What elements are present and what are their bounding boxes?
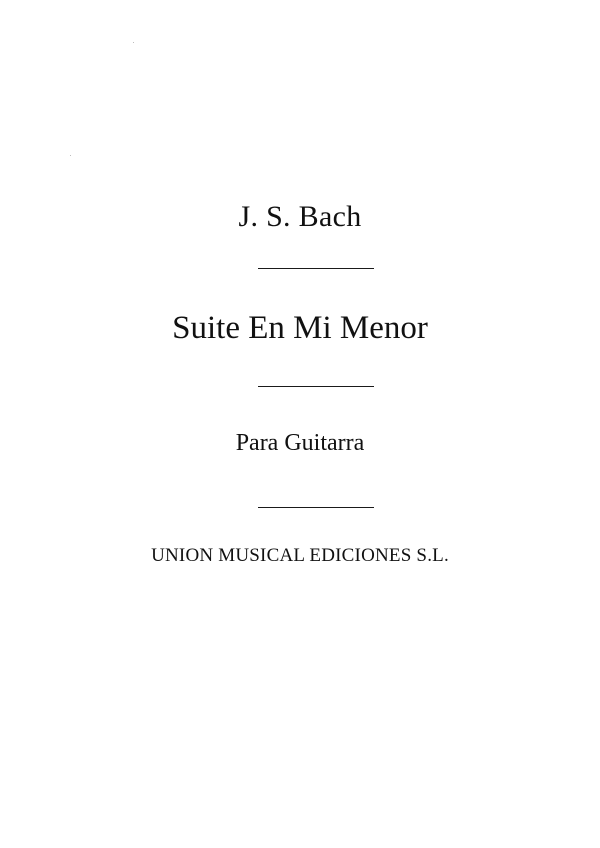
divider-rule <box>258 268 374 269</box>
divider-rule <box>258 507 374 508</box>
divider-rule <box>258 386 374 387</box>
instrument-subtitle: Para Guitarra <box>235 430 365 456</box>
composer-name: J. S. Bach <box>238 200 362 233</box>
work-title: Suite En Mi Menor <box>172 310 428 346</box>
publisher-name: UNION MUSICAL EDICIONES S.L. <box>151 545 449 566</box>
scan-speck <box>133 42 134 43</box>
scan-speck <box>70 155 71 156</box>
